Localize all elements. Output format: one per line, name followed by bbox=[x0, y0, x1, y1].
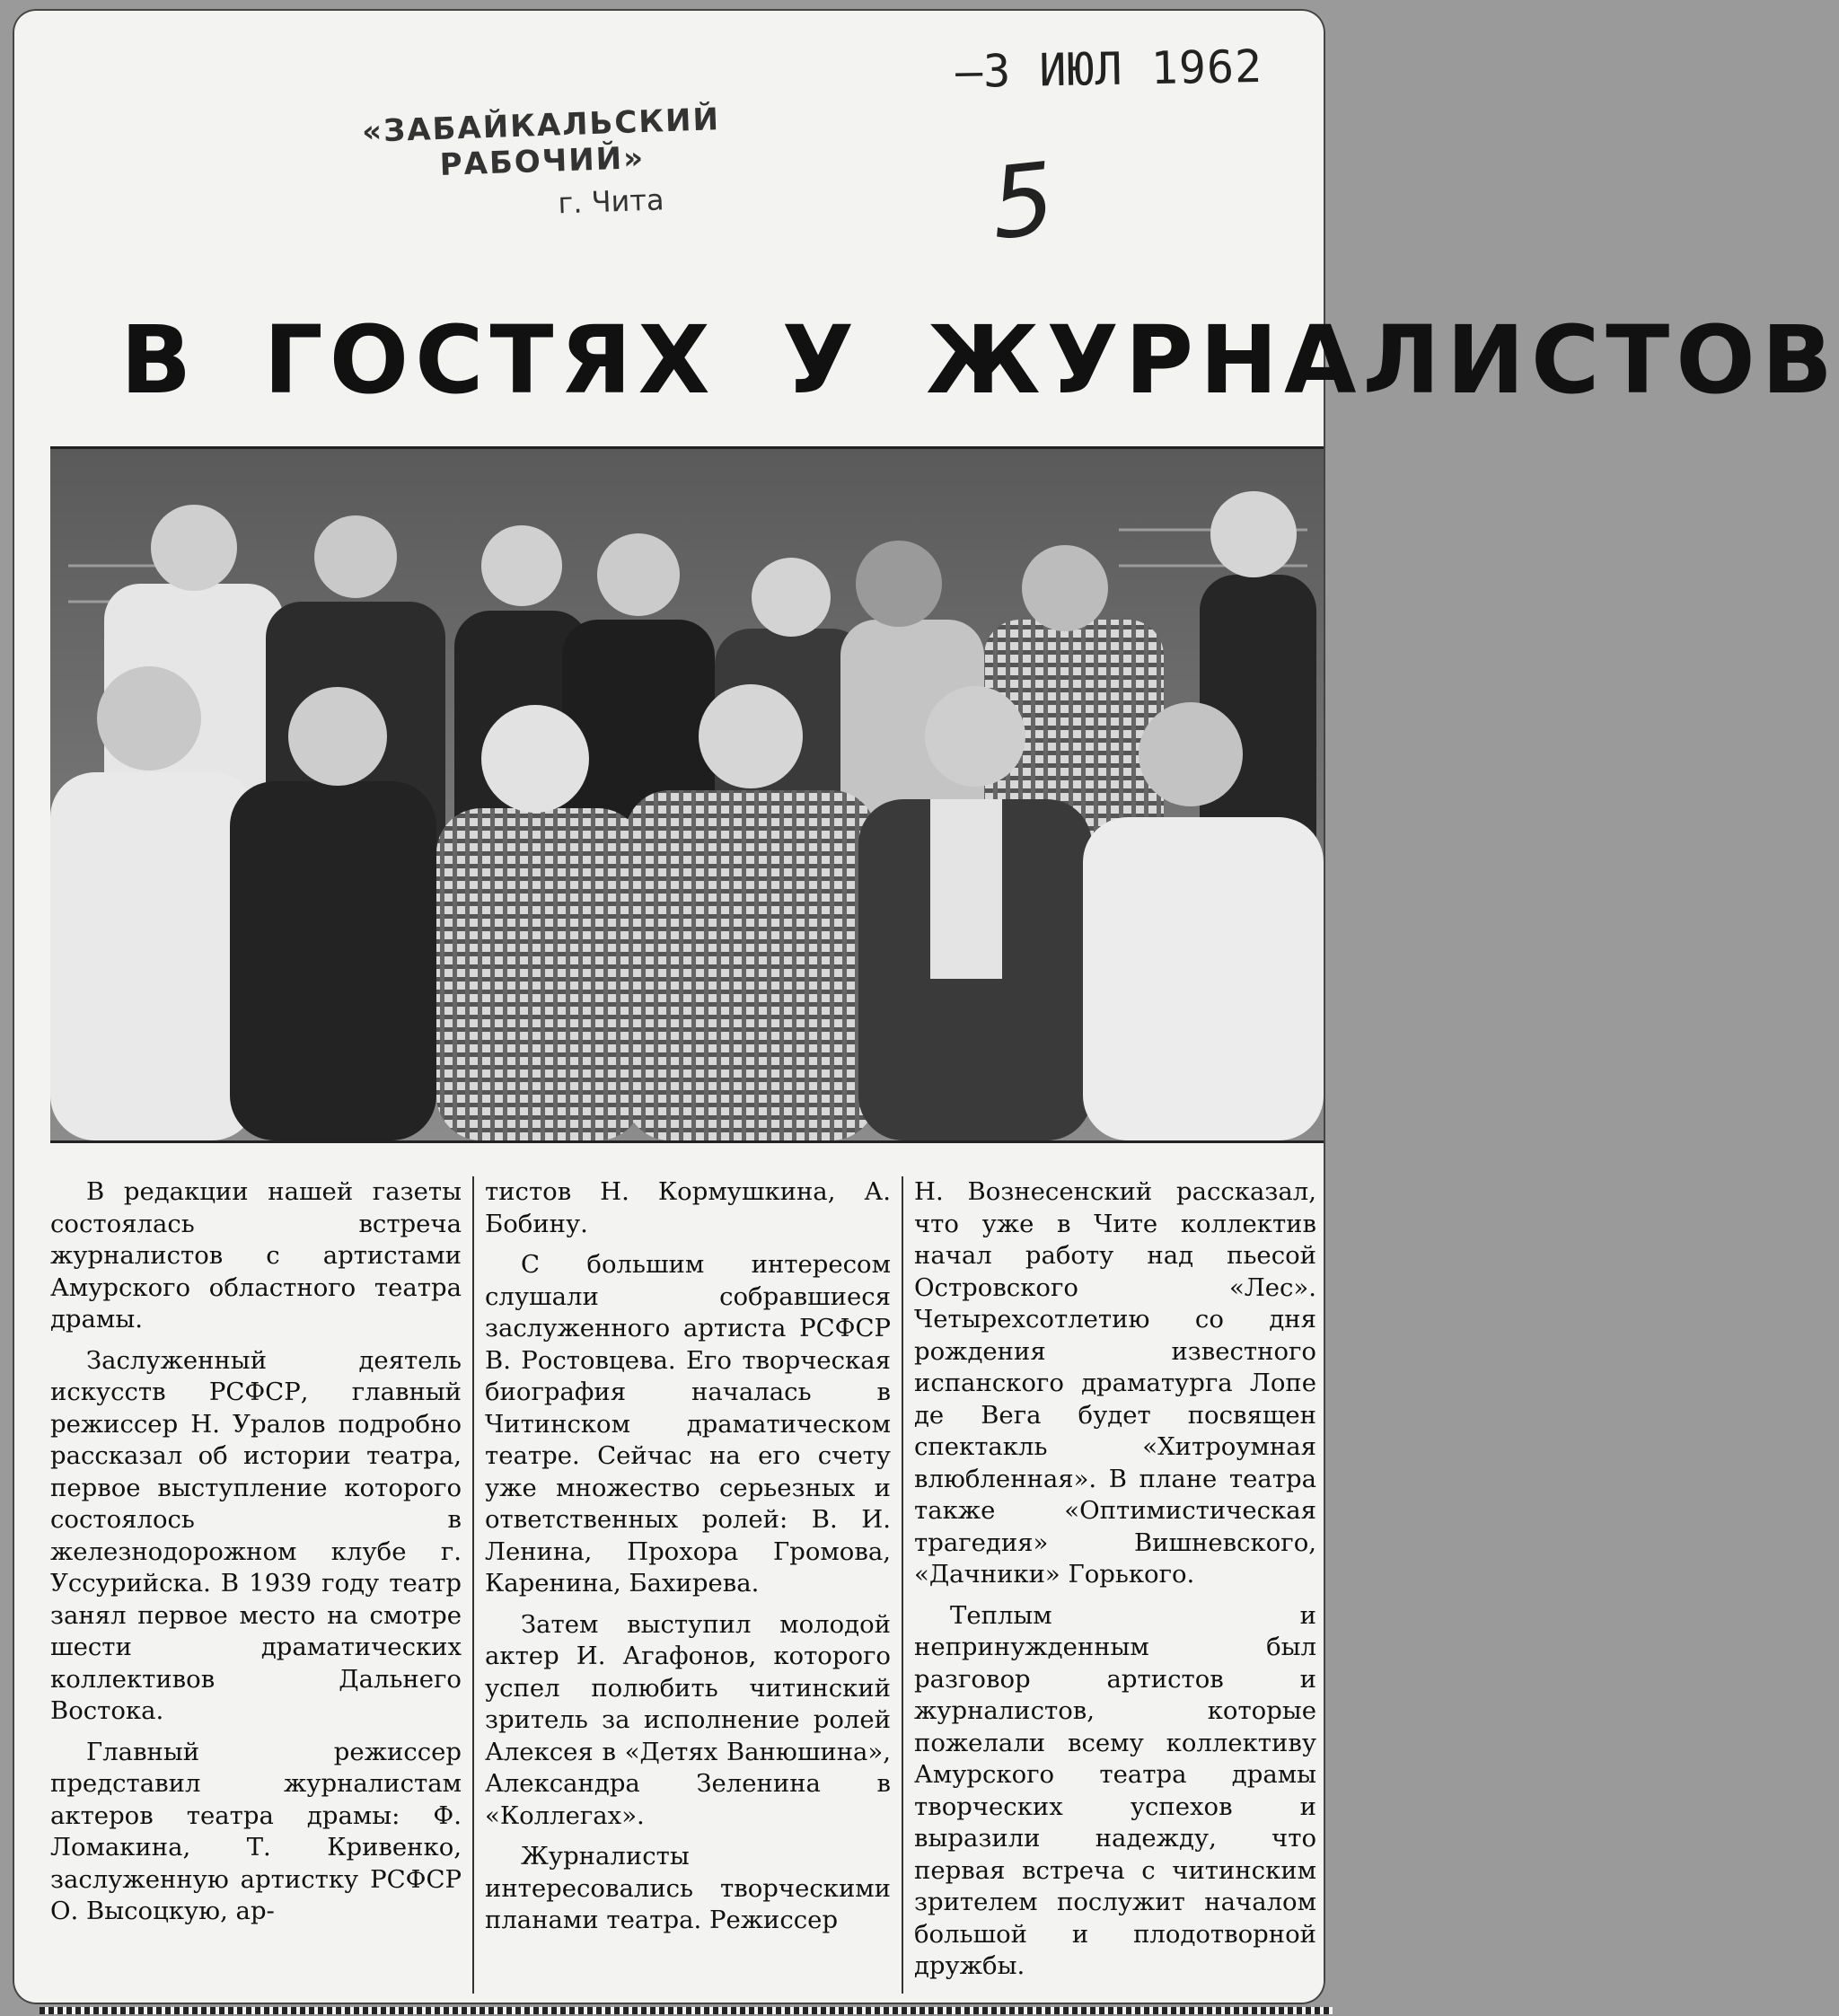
paragraph: С большим интересом слушали собравшиеся заслуженного артиста РСФСР В. Ростовцева. Его творческая биография началась в Читинском драматическом театре. Сейчас на его счету уже множество серьезных и ответственных ролей: В. И. Ленина, Прохора Громова, Каренина, Бахирева. bbox=[485, 1250, 891, 1598]
article-body bbox=[50, 1176, 1316, 1994]
paragraph: В редакции нашей газеты состоялась встреча журналистов с артистами Амурского областного театра драмы. bbox=[50, 1177, 462, 1334]
article-column-3 bbox=[902, 1176, 1316, 1994]
group-photo-icon bbox=[50, 446, 1324, 1143]
paragraph: тистов Н. Кормушкина, А. Бобину. bbox=[485, 1177, 891, 1238]
handwritten-number: 5 bbox=[985, 140, 1060, 262]
article-column-2 bbox=[472, 1176, 902, 1994]
date-stamp: –3 ИЮЛ 1962 bbox=[955, 40, 1263, 98]
group-photo-drawing bbox=[50, 449, 1324, 1140]
paragraph: Затем выступил молодой актер И. Агафонов, которого успел полюбить читинский зритель за исполнение ролей Алексея в «Детях Ванюшина», Александра Зеленина в «Коллегах». bbox=[485, 1609, 891, 1830]
torn-edge bbox=[40, 2007, 1333, 2014]
newspaper-stamp bbox=[280, 99, 805, 230]
paragraph: Заслуженный деятель искусств РСФСР, главный режиссер Н. Уралов подробно рассказал об истории театра, первое выступление которого состоялось в железнодорожном клубе г. Уссурийска. В 1939 году театр занял первое место на смотре шести драматических коллективов Дальнего Востока. bbox=[50, 1345, 462, 1725]
newspaper-clipping bbox=[13, 9, 1839, 2004]
paragraph: Журналисты интересовались творческими планами театра. Режиссер bbox=[485, 1842, 891, 1934]
article-headline: В ГОСТЯХ У ЖУРНАЛИСТОВ bbox=[120, 305, 1839, 415]
paragraph: Теплым и непринужденным был разговор артистов и журналистов, которые пожелали всему коллективу Амурского театра драмы творческих успехов и выразили надежду, что первая встреча с читинским зрителем послужит началом большой и плодотворной дружбы. bbox=[914, 1600, 1316, 1980]
paragraph: Главный режиссер представил журналистам актеров театра драмы: Ф. Ломакина, Т. Кривенко, заслуженную артистку РСФСР О. Высоцкую, ар- bbox=[50, 1737, 462, 1925]
stamp-newspaper-name: «ЗАБАЙКАЛЬСКИЙ РАБОЧИЙ» bbox=[361, 101, 721, 183]
stamp-city: г. Чита bbox=[557, 182, 665, 221]
article-column-1 bbox=[50, 1176, 472, 1994]
paragraph: Н. Вознесенский рассказал, что уже в Чите коллектив начал работу над пьесой Островского «Лес». Четырехсотлетию со дня рождения известного испанского драматурга Лопе де Вега будет посвящен спектакль «Хитроумная влюбленная». В плане театра также «Оптимистическая трагедия» Вишневского, «Дачники» Горького. bbox=[914, 1177, 1316, 1589]
